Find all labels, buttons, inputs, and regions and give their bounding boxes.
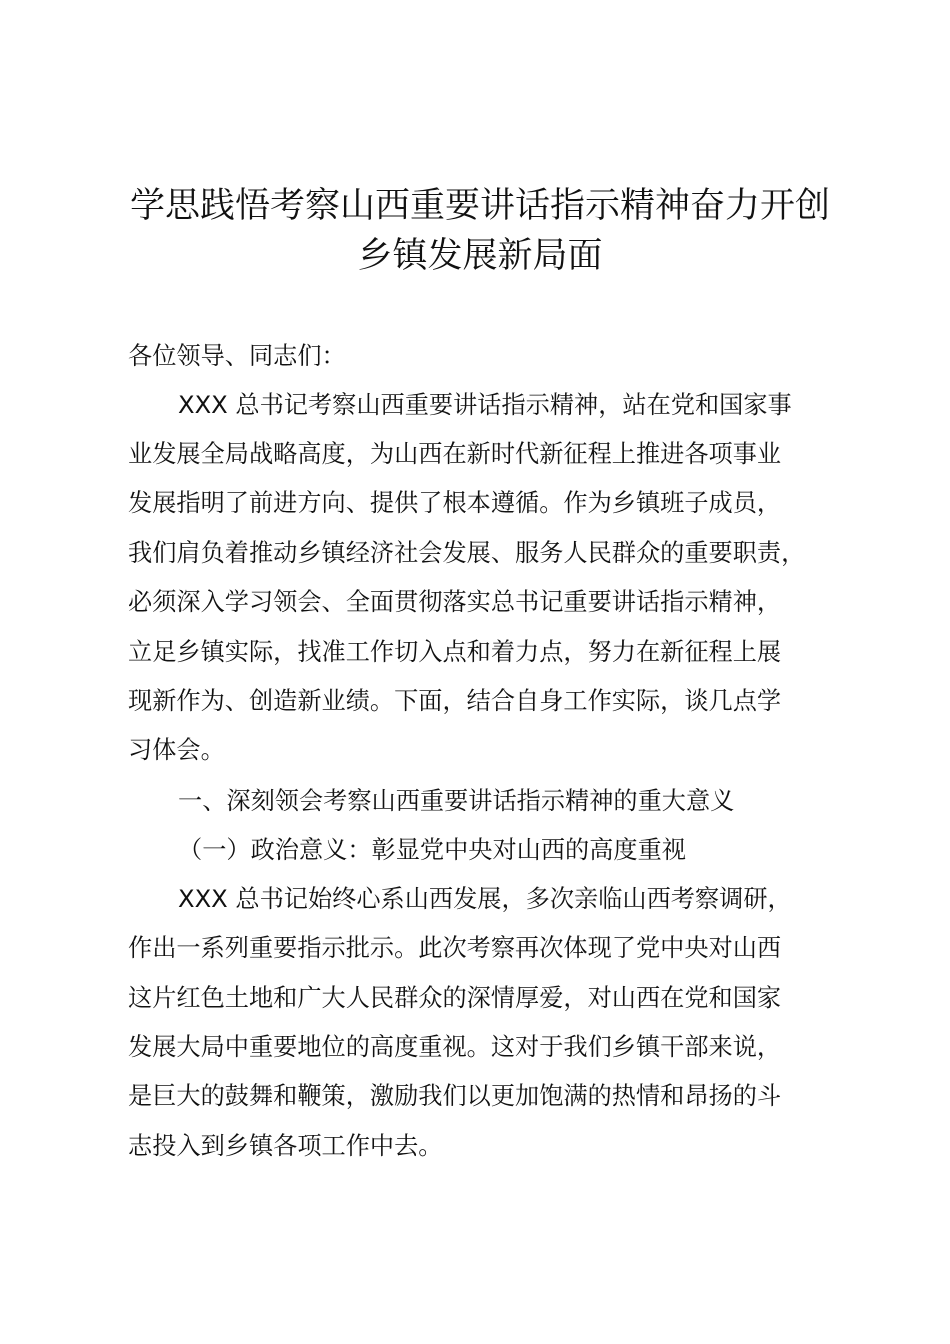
paragraph2-line: XXX 总书记始终心系山西发展，多次亲临山西考察调研， [178,885,792,913]
subsection-heading-1: （一）政治意义：彰显党中央对山西的高度重视 [178,836,686,864]
paragraph1-line: 业发展全局战略高度，为山西在新时代新征程上推进各项事业 [128,440,782,468]
salutation: 各位领导、同志们： [128,342,346,370]
document-title-line-1: 学思践悟考察山西重要讲话指示精神奋力开创 [129,186,830,226]
paragraph2-line: 是巨大的鼓舞和鞭策，激励我们以更加饱满的热情和昂扬的斗 [128,1082,782,1110]
paragraph1-line: 立足乡镇实际，找准工作切入点和着力点，努力在新征程上展 [128,638,782,666]
paragraph1-line: 习体会。 [128,736,225,764]
document-title-line-2: 乡镇发展新局面 [357,236,603,276]
paragraph2-line: 志投入到乡镇各项工作中去。 [128,1132,443,1160]
paragraph2-line: 作出一系列重要指示批示。此次考察再次体现了党中央对山西 [128,934,782,962]
paragraph1-line: 我们肩负着推动乡镇经济社会发展、服务人民群众的重要职责， [128,539,806,567]
paragraph1-line: 必须深入学习领会、全面贯彻落实总书记重要讲话指示精神， [128,588,782,616]
paragraph1-line: 现新作为、创造新业绩。下面，结合自身工作实际，谈几点学 [128,687,782,715]
paragraph2-line: 这片红色土地和广大人民群众的深情厚爱，对山西在党和国家 [128,984,782,1012]
section-heading-1: 一、深刻领会考察山西重要讲话指示精神的重大意义 [178,787,735,815]
paragraph2-line: 发展大局中重要地位的高度重视。这对于我们乡镇干部来说， [128,1033,782,1061]
paragraph1-line: 发展指明了前进方向、提供了根本遵循。作为乡镇班子成员， [128,489,782,517]
paragraph1-line: XXX 总书记考察山西重要讲话指示精神，站在党和国家事 [178,391,792,419]
